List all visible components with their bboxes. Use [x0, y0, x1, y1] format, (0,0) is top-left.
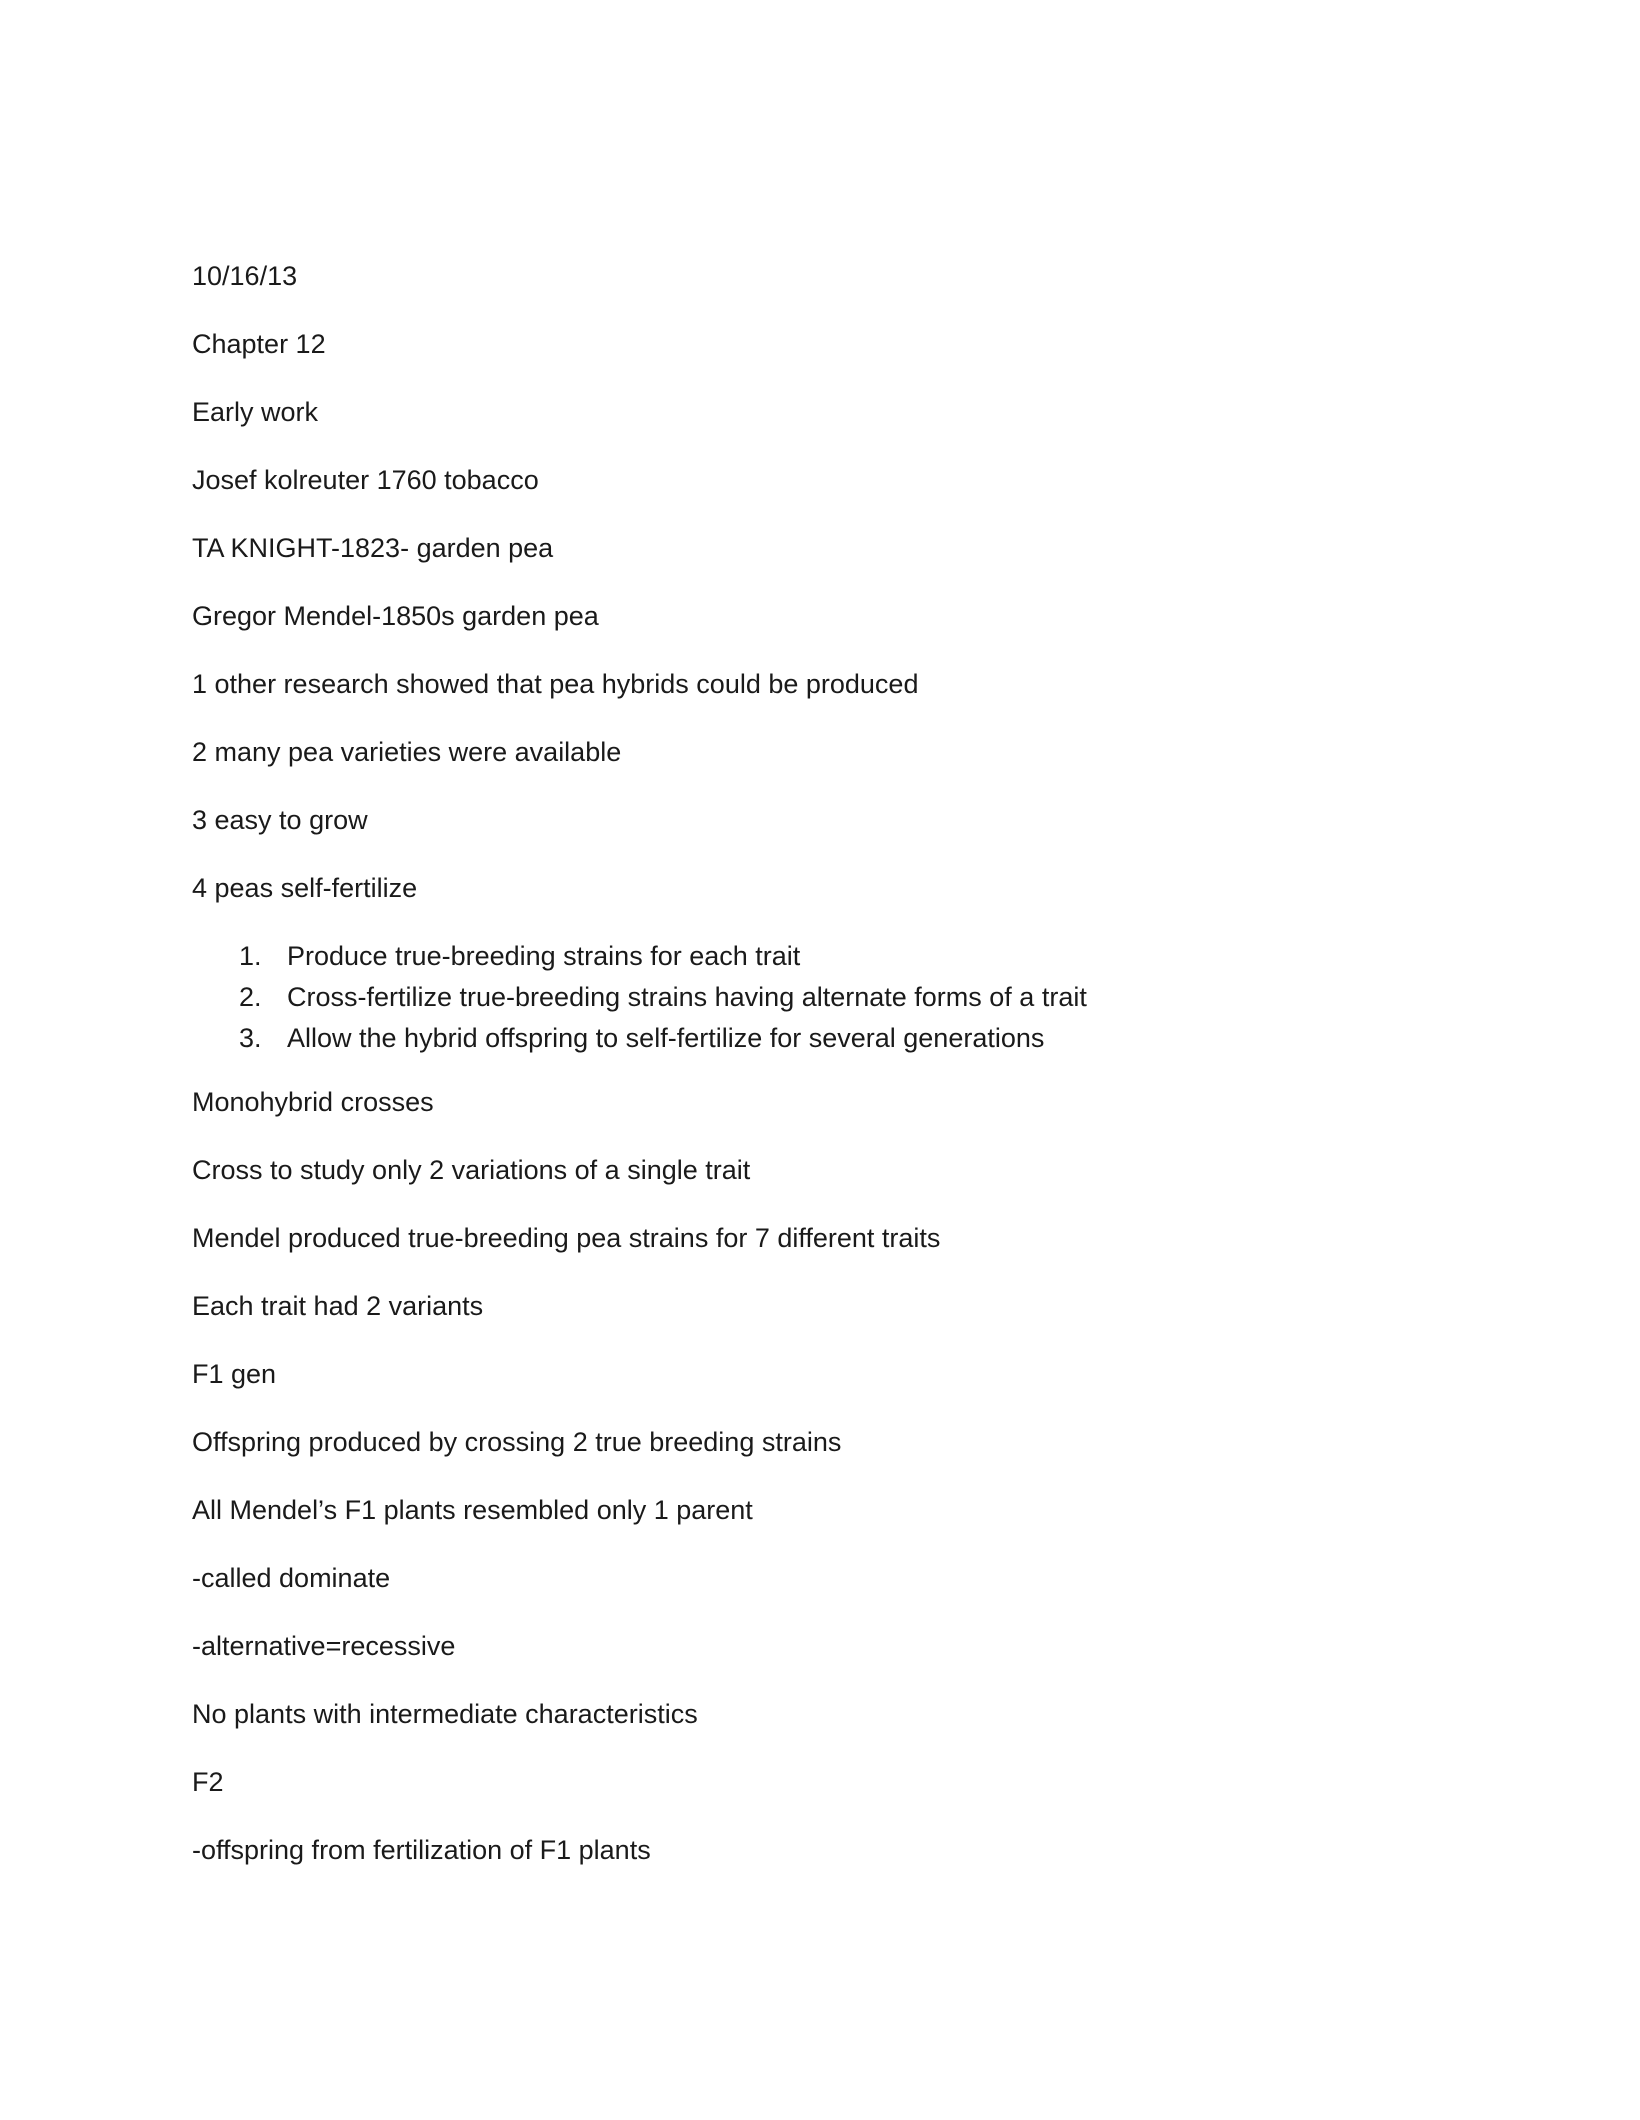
text-line: Cross to study only 2 variations of a single trait [192, 1155, 751, 1185]
text-line: TA KNIGHT-1823- garden pea [192, 533, 554, 563]
section-early-work: Early work [192, 397, 319, 427]
list-item-text: Produce true-breeding strains for each trait [287, 941, 801, 971]
list-item-number: 1. [239, 941, 262, 971]
text-line: -offspring from fertilization of F1 plants [192, 1835, 651, 1865]
text-line: -alternative=recessive [192, 1631, 456, 1661]
section-f2: F2 [192, 1767, 224, 1797]
text-line: All Mendel’s F1 plants resembled only 1 parent [192, 1495, 753, 1525]
text-line: 3 easy to grow [192, 805, 368, 835]
list-item-number: 2. [239, 982, 262, 1012]
text-line: 4 peas self-fertilize [192, 873, 418, 903]
text-line: No plants with intermediate characteristics [192, 1699, 698, 1729]
text-line: Josef kolreuter 1760 tobacco [192, 465, 539, 495]
document-page [192, 258, 1492, 1900]
section-monohybrid-crosses: Monohybrid crosses [192, 1087, 434, 1117]
text-line: 2 many pea varieties were available [192, 737, 622, 767]
list-item [192, 979, 1492, 1015]
list-item [192, 938, 1492, 974]
list-item-text: Cross-fertilize true-breeding strains having alternate forms of a trait [287, 982, 1087, 1012]
date-line: 10/16/13 [192, 261, 298, 291]
text-line: Each trait had 2 variants [192, 1291, 484, 1321]
text-line: Gregor Mendel-1850s garden pea [192, 601, 599, 631]
text-line: Mendel produced true-breeding pea strains for 7 different traits [192, 1223, 941, 1253]
chapter-heading: Chapter 12 [192, 329, 326, 359]
numbered-list [192, 938, 1492, 1056]
section-f1-gen: F1 gen [192, 1359, 277, 1389]
list-item [192, 1020, 1492, 1056]
text-line: -called dominate [192, 1563, 391, 1593]
text-line: 1 other research showed that pea hybrids could be produced [192, 669, 919, 699]
list-item-number: 3. [239, 1023, 262, 1053]
list-item-text: Allow the hybrid offspring to self-fertilize for several generations [287, 1023, 1045, 1053]
text-line: Offspring produced by crossing 2 true breeding strains [192, 1427, 842, 1457]
